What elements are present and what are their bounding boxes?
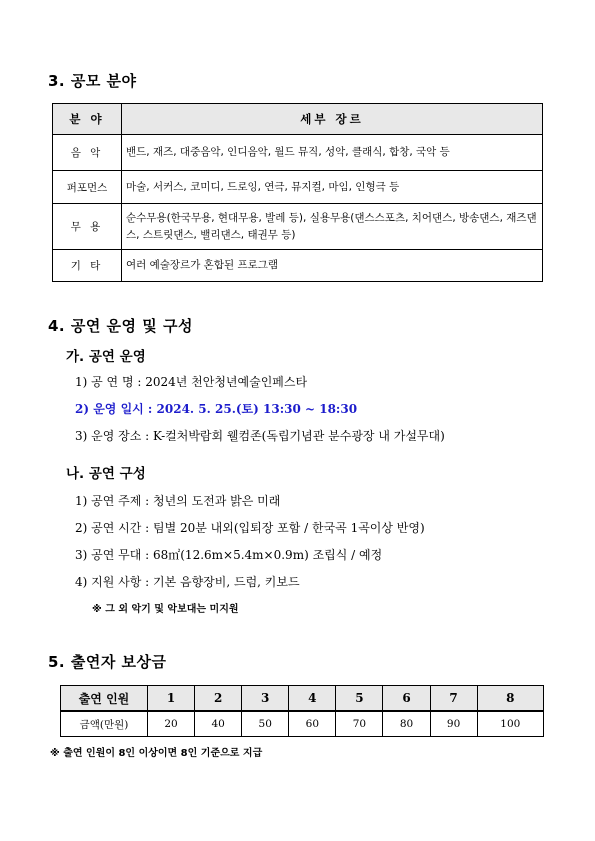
count-cell: 8 <box>477 686 543 712</box>
count-cell: 4 <box>289 686 336 712</box>
table-row <box>53 135 543 171</box>
list-item-highlight: 2) 운영 일시 : 2024. 5. 25.(토) 13:30 ~ 18:30 <box>75 402 358 416</box>
header-category: 분 야 <box>53 104 122 135</box>
row-category: 기 타 <box>53 250 122 282</box>
list-item: 1) 공연 주제 : 청년의 도전과 밝은 미래 <box>75 494 281 508</box>
row-category: 음 악 <box>53 135 122 171</box>
header-performers: 출연 인원 <box>61 686 148 712</box>
count-cell: 7 <box>430 686 477 712</box>
section-5-title: 5. 출연자 보상금 <box>48 653 167 671</box>
amount-cell: 90 <box>430 711 477 737</box>
subsection-a-title: 가. 공연 운영 <box>66 349 146 365</box>
list-item: 1) 공 연 명 : 2024년 천안청년예술인페스타 <box>75 375 308 389</box>
payment-note: ※ 출연 인원이 8인 이상이면 8인 기준으로 지급 <box>50 748 263 759</box>
table-row <box>53 171 543 204</box>
amount-cell: 60 <box>289 711 336 737</box>
count-cell: 2 <box>195 686 242 712</box>
row-amount-label: 금액(만원) <box>61 711 148 737</box>
count-cell: 3 <box>242 686 289 712</box>
subsection-b-title: 나. 공연 구성 <box>66 466 146 482</box>
list-item: 4) 지원 사항 : 기본 음향장비, 드럼, 키보드 <box>75 575 300 589</box>
equipment-note: ※ 그 외 악기 및 악보대는 미지원 <box>92 604 239 615</box>
table-row <box>53 250 543 282</box>
list-item: 3) 공연 무대 : 68㎡(12.6m×5.4m×0.9m) 조립식 / 예정 <box>75 548 383 562</box>
amount-cell: 80 <box>383 711 430 737</box>
amount-cell: 70 <box>336 711 383 737</box>
table-row <box>61 711 544 737</box>
table-header-row <box>61 686 544 712</box>
section-3-title: 3. 공모 분야 <box>48 72 137 90</box>
list-item: 3) 운영 장소 : K-컬처박람회 웰컴존(독립기념관 분수광장 내 가설무대) <box>75 429 445 443</box>
row-detail: 순수무용(한국무용, 현대무용, 발레 등), 실용무용(댄스스포츠, 치어댄스, 방송댄스, 재즈댄스, 스트릿댄스, 밸리댄스, 태권무 등) <box>122 204 543 250</box>
list-item: 2) 공연 시간 : 팀별 20분 내외(입퇴장 포함 / 한국곡 1곡이상 반영) <box>75 521 425 535</box>
amount-cell: 100 <box>477 711 543 737</box>
genre-table <box>52 103 543 282</box>
row-category: 퍼포먼스 <box>53 171 122 204</box>
header-detail: 세부 장르 <box>122 104 543 135</box>
amount-cell: 20 <box>148 711 195 737</box>
row-detail: 밴드, 재즈, 대중음악, 인디음악, 월드 뮤직, 성악, 클래식, 합창, 국악 등 <box>122 135 543 171</box>
amount-cell: 50 <box>242 711 289 737</box>
section-4-title: 4. 공연 운영 및 구성 <box>48 317 193 335</box>
table-row <box>53 204 543 250</box>
row-detail: 여러 예술장르가 혼합된 프로그램 <box>122 250 543 282</box>
count-cell: 6 <box>383 686 430 712</box>
genre-table-header <box>53 104 543 135</box>
count-cell: 5 <box>336 686 383 712</box>
compensation-table <box>60 685 544 737</box>
row-detail: 마술, 서커스, 코미디, 드로잉, 연극, 뮤지컬, 마임, 인형극 등 <box>122 171 543 204</box>
row-category: 무 용 <box>53 204 122 250</box>
count-cell: 1 <box>148 686 195 712</box>
amount-cell: 40 <box>195 711 242 737</box>
